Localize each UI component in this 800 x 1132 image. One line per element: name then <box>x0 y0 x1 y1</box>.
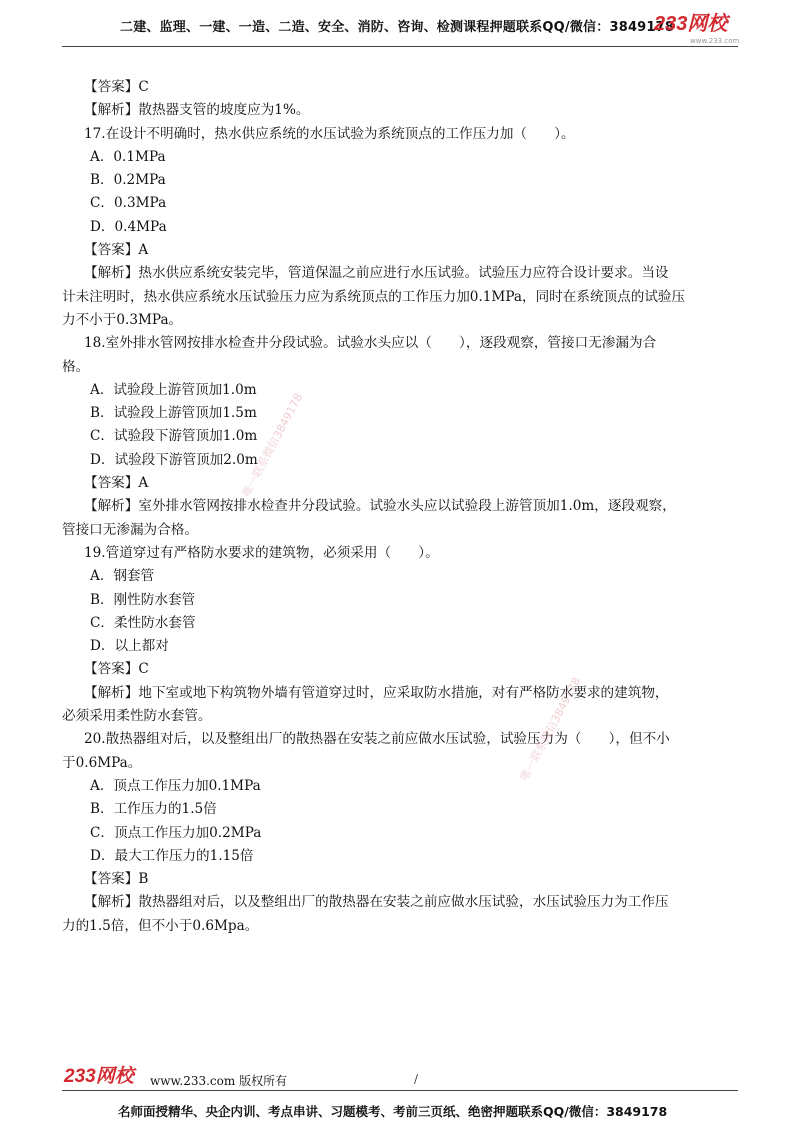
question-19: 19.管道穿过有严格防水要求的建筑物，必须采用（ ）。 <box>84 544 439 561</box>
analysis-line: 【解析】室外排水管网按排水检查井分段试验。试验水头应以试验段上游管顶加1.0m，逐段观察， <box>84 498 676 515</box>
header-contact-text: 二建、监理、一建、一造、二造、安全、消防、咨询、检测课程押题联系QQ/微信：3849178 <box>120 20 675 35</box>
watermark: 唯一联系微信3849178 <box>517 675 584 784</box>
answer-line: 【答案】A <box>84 475 149 492</box>
option-line: D．0.4MPa <box>90 218 167 235</box>
option-line: B．试验段上游管顶加1.5m <box>90 405 257 422</box>
option-line: C．柔性防水套管 <box>90 614 196 631</box>
question-17: 17.在设计不明确时，热水供应系统的水压试验为系统顶点的工作压力加（ ）。 <box>84 125 575 142</box>
analysis-continuation: 计未注明时，热水供应系统水压试验压力应为系统顶点的工作压力加0.1MPa，同时在系统顶点的试验压 <box>62 288 686 305</box>
question-continuation: 格。 <box>62 358 90 375</box>
option-line: C．顶点工作压力加0.2MPa <box>90 824 262 841</box>
analysis-continuation: 必须采用柔性防水套管。 <box>62 708 212 725</box>
answer-line: 【答案】C <box>84 661 149 678</box>
analysis-continuation: 力的1.5倍，但不小于0.6Mpa。 <box>62 917 259 934</box>
analysis-continuation: 力不小于0.3MPa。 <box>62 311 183 328</box>
question-continuation: 于0.6MPa。 <box>62 754 142 771</box>
footer-contact-text: 名师面授精华、央企内训、考点串讲、习题模考、考前三页纸、绝密押题联系QQ/微信：3849178 <box>118 1104 668 1119</box>
option-line: B．0.2MPa <box>90 172 166 189</box>
option-line: A．试验段上游管顶加1.0m <box>90 381 257 398</box>
question-20: 20.散热器组对后，以及整组出厂的散热器在安装之前应做水压试验，试验压力为（ ），但不小 <box>84 731 670 748</box>
header-divider <box>62 46 738 47</box>
footer-copyright: www.233.com 版权所有 <box>150 1074 288 1088</box>
option-line: B．刚性防水套管 <box>90 591 196 608</box>
option-line: A．0.1MPa <box>90 148 166 165</box>
analysis-line: 【解析】地下室或地下构筑物外墙有管道穿过时，应采取防水措施，对有严格防水要求的建筑物， <box>84 684 669 701</box>
option-line: D．试验段下游管顶加2.0m <box>90 451 258 468</box>
brand-logo-url: www.233.com <box>690 37 740 45</box>
option-line: C．试验段下游管顶加1.0m <box>90 428 258 445</box>
option-line: D．以上都对 <box>90 638 169 655</box>
answer-line: 【答案】B <box>84 871 149 888</box>
footer-divider <box>62 1090 738 1091</box>
question-18: 18.室外排水管网按排水检查井分段试验。试验水头应以（ ），逐段观察，管接口无渗漏为合 <box>84 335 657 352</box>
option-line: B．工作压力的1.5倍 <box>90 801 217 818</box>
option-line: A．钢套管 <box>90 568 155 585</box>
answer-line: 【答案】C <box>84 79 149 95</box>
watermark: 唯一联系微信3849178 <box>239 391 306 500</box>
answer-line: 【答案】A <box>84 242 149 259</box>
footer-page-separator: / <box>414 1072 419 1086</box>
document-body <box>62 76 738 938</box>
analysis-continuation: 管接口无渗漏为合格。 <box>62 521 198 538</box>
option-line: A．顶点工作压力加0.1MPa <box>90 777 261 794</box>
analysis-line: 【解析】热水供应系统安装完毕，管道保温之前应进行水压试验。试验压力应符合设计要求。当设 <box>84 265 669 282</box>
brand-logo: 233网校 <box>654 13 728 35</box>
option-line: C．0.3MPa <box>90 195 167 212</box>
footer-brand-logo: 233网校 <box>64 1066 134 1087</box>
option-line: D．最大工作压力的1.15倍 <box>90 847 254 864</box>
analysis-line: 【解析】散热器组对后，以及整组出厂的散热器在安装之前应做水压试验，水压试验压力为工作压 <box>84 894 669 911</box>
analysis-line: 【解析】散热器支管的坡度应为1%。 <box>84 102 310 119</box>
